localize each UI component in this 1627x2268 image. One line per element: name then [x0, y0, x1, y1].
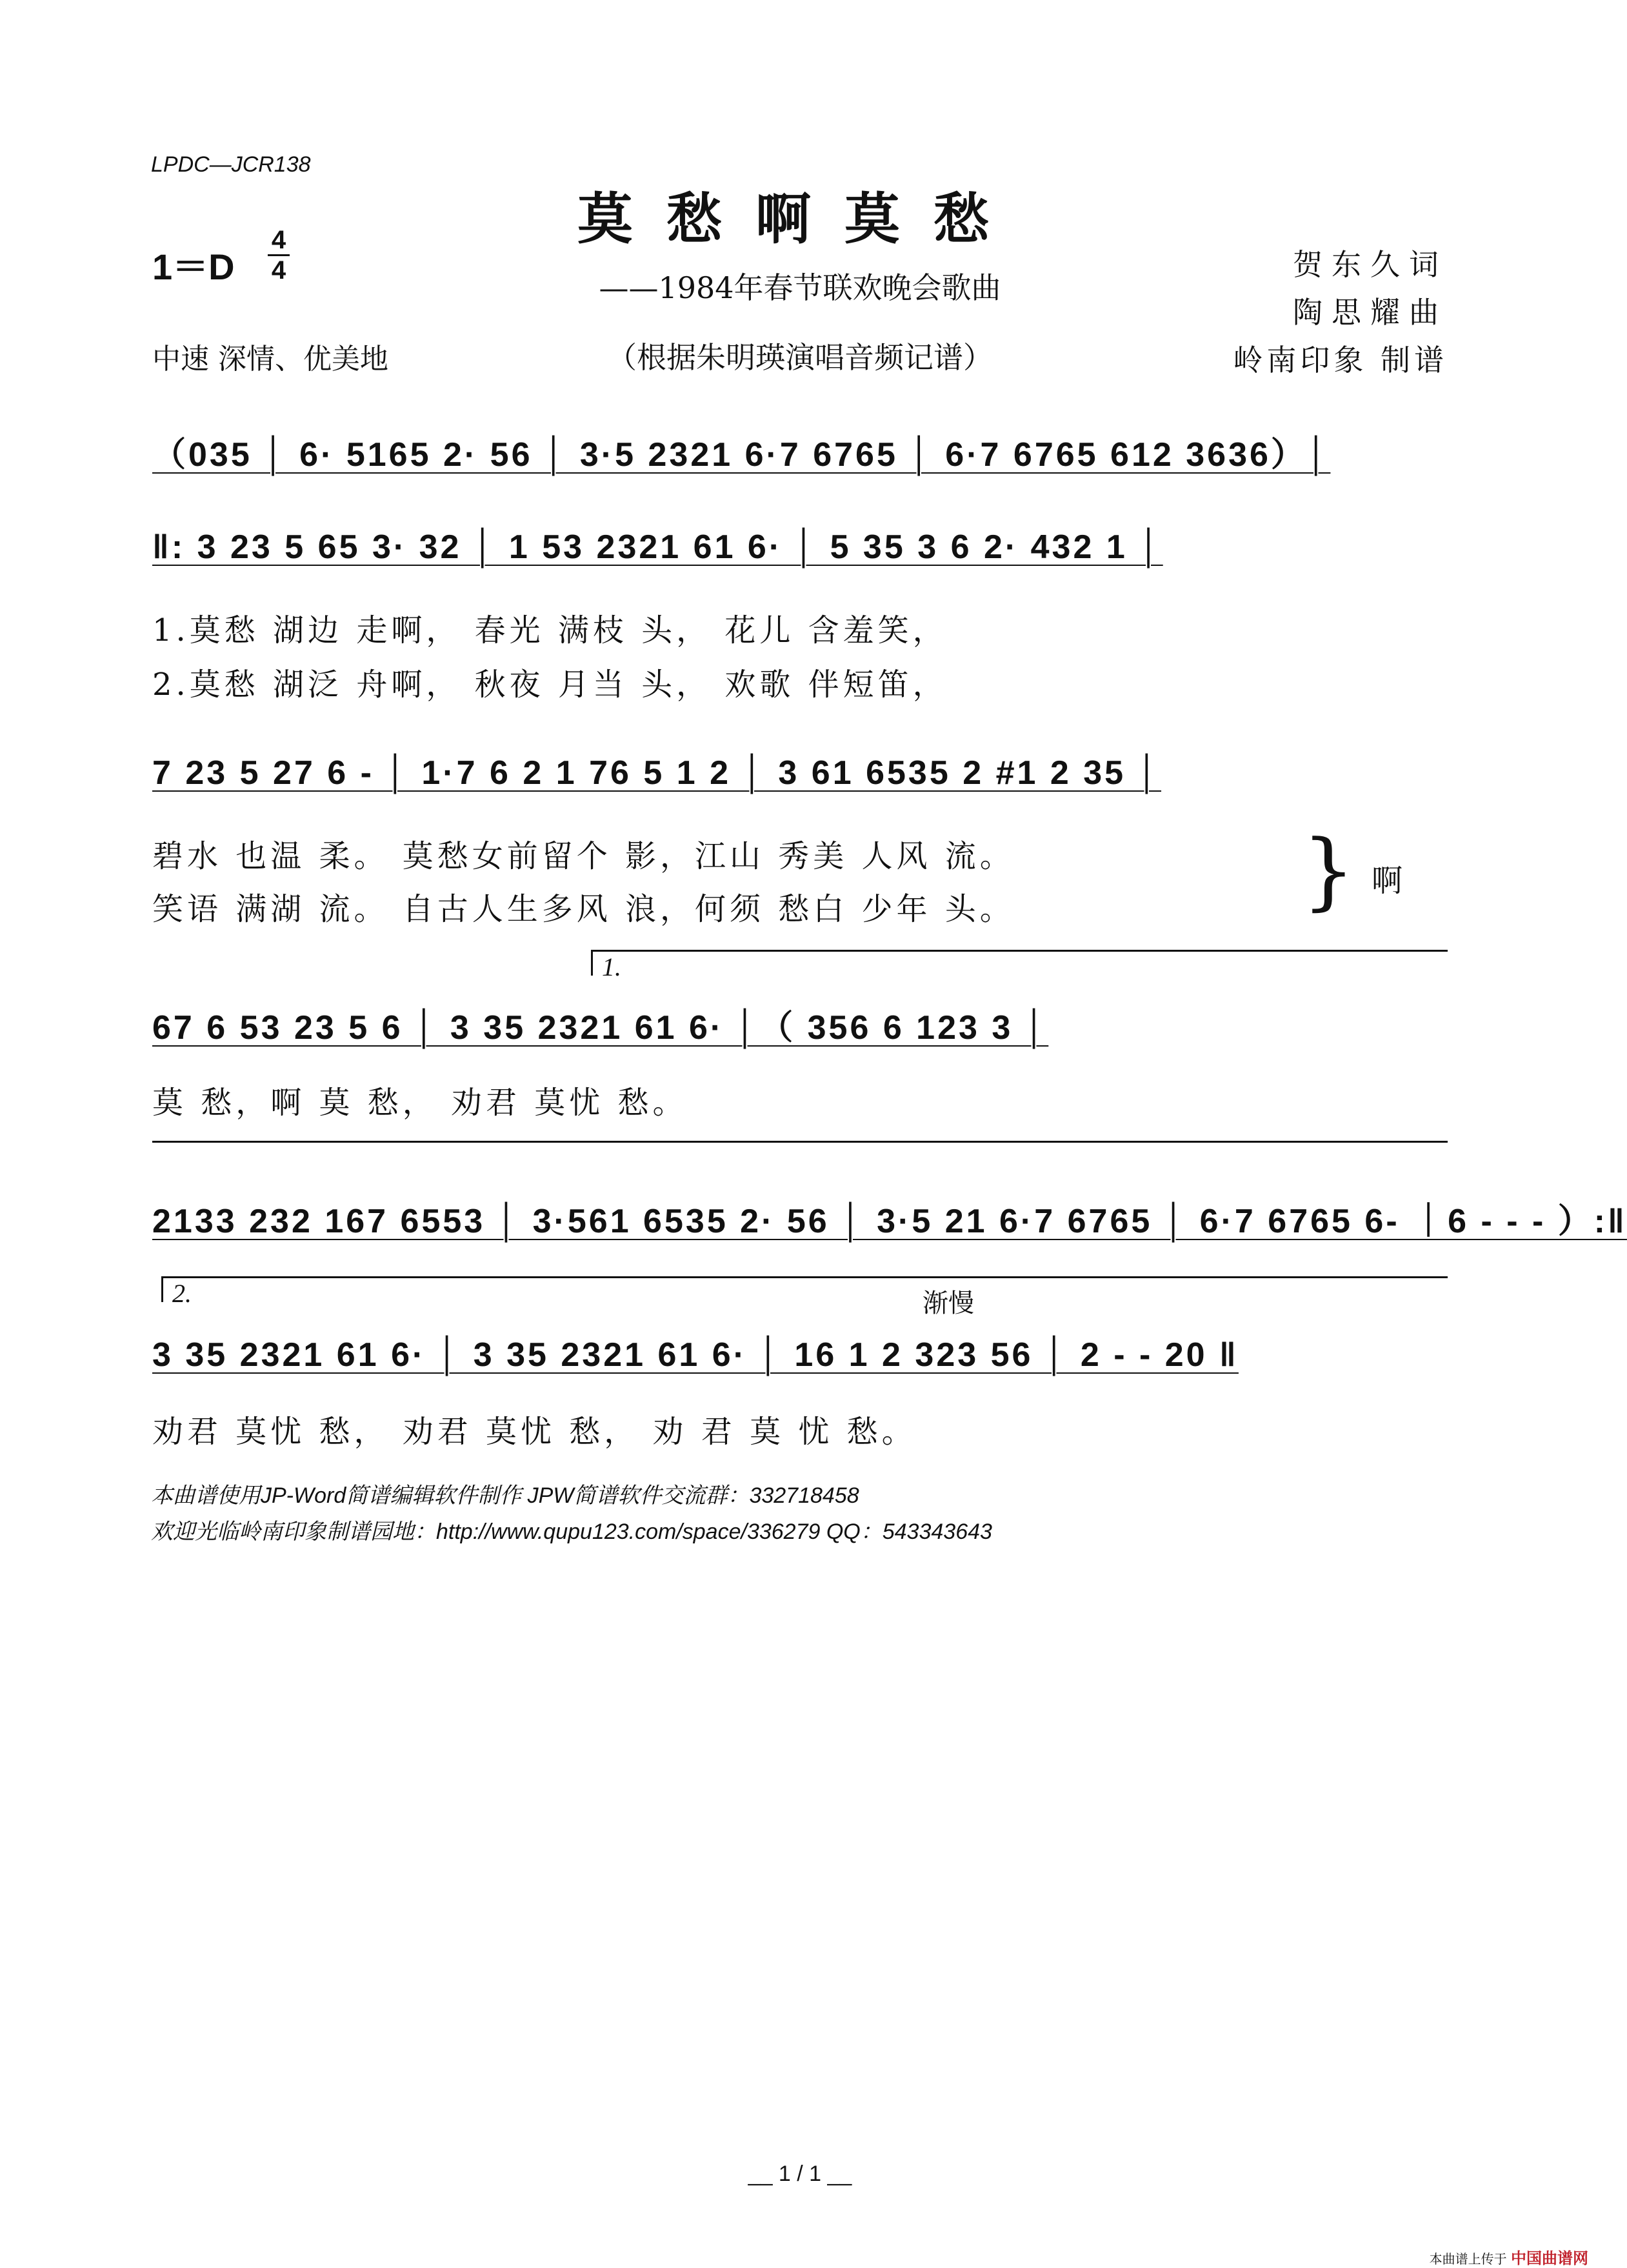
website-credit: 欢迎光临岭南印象制谱园地：http://www.qupu123.com/space/336279 QQ：543343643: [151, 1520, 992, 1544]
score-row-3-lyric-verse-2: 笑语 满湖 流。 自古人生多风 浪，何须 愁白 少年 头。: [152, 891, 1015, 927]
score-row-2-notes: ‖: 3 23 5 65 3· 32 │ 1 53 2321 61 6· │ 5 35 3 6 2· 432 1 │: [152, 528, 1163, 566]
upload-note: 本曲谱上传于: [1429, 2251, 1507, 2267]
site-logo: 中国曲谱网: [1511, 2249, 1588, 2267]
interjection-ah: 啊: [1372, 863, 1403, 899]
page-number: __ 1 / 1 __: [748, 2162, 852, 2186]
time-denominator: 4: [271, 256, 286, 285]
time-numerator: 4: [271, 226, 286, 254]
score-row-3-lyric-verse-1: 碧水 也温 柔。 莫愁女前留个 影，江山 秀美 人风 流。: [152, 838, 1015, 874]
score-row-3-notes: 7 23 5 27 6 - │ 1·7 6 2 1 76 5 1 2 │ 3 61 6535 2 #1 2 35 │: [152, 754, 1162, 792]
continuation-line: [152, 1141, 1448, 1143]
transcription-note: （根据朱明瑛演唱音频记谱）: [607, 340, 993, 375]
score-row-4-notes: 67 6 53 23 5 6 │ 3 35 2321 61 6· │（ 356 6 123 3 │: [152, 1009, 1049, 1047]
score-code: LPDC—JCR138: [151, 152, 311, 177]
ritardando-marking: 渐慢: [923, 1289, 974, 1318]
first-ending-label: 1.: [602, 952, 621, 981]
song-subtitle: ——1984年春节联欢晚会歌曲: [599, 270, 1001, 305]
software-credit: 本曲谱使用JP-Word简谱编辑软件制作 JPW简谱软件交流群：332718458: [151, 1483, 859, 1508]
composer-credit: 陶思耀曲: [1293, 295, 1448, 330]
score-row-2-lyric-verse-1: 1.莫愁 湖边 走啊， 春光 满枝 头， 花儿 含羞笑，: [152, 612, 948, 648]
lyric-brace: }: [1302, 821, 1355, 919]
song-title: 莫愁啊莫愁: [577, 186, 1023, 252]
upload-watermark: [1430, 2245, 1588, 2268]
first-ending-bracket: [591, 950, 1448, 981]
lyricist-credit: 贺东久词: [1293, 247, 1448, 282]
score-row-6-notes: 3 35 2321 61 6· │ 3 35 2321 61 6· │ 16 1 2 323 56 │ 2 - - 20 ‖: [152, 1336, 1239, 1374]
tempo-marking: 中速 深情、优美地: [152, 343, 388, 376]
score-row-1-notes: （035 │ 6· 5165 2· 56 │ 3·5 2321 6·7 6765 │ 6·7 6765 612 3636）│: [152, 436, 1331, 474]
score-row-2-lyric-verse-2: 2.莫愁 湖泛 舟啊， 秋夜 月当 头， 欢歌 伴短笛，: [152, 667, 948, 703]
arranger-credit: 岭南印象 制谱: [1233, 343, 1448, 377]
score-row-5-notes: 2133 232 167 6553 │ 3·561 6535 2· 56 │ 3·5 21 6·7 6765 │ 6·7 6765 6- ｜6 - - - ）:‖: [152, 1203, 1627, 1240]
score-row-4-lyric: 莫 愁，啊 莫 愁， 劝君 莫忧 愁。: [152, 1085, 688, 1121]
second-ending-label: 2.: [172, 1279, 192, 1308]
key-signature: 1＝D: [152, 246, 235, 287]
score-row-6-lyric: 劝君 莫忧 愁， 劝君 莫忧 愁， 劝 君 莫 忧 愁。: [152, 1414, 917, 1450]
